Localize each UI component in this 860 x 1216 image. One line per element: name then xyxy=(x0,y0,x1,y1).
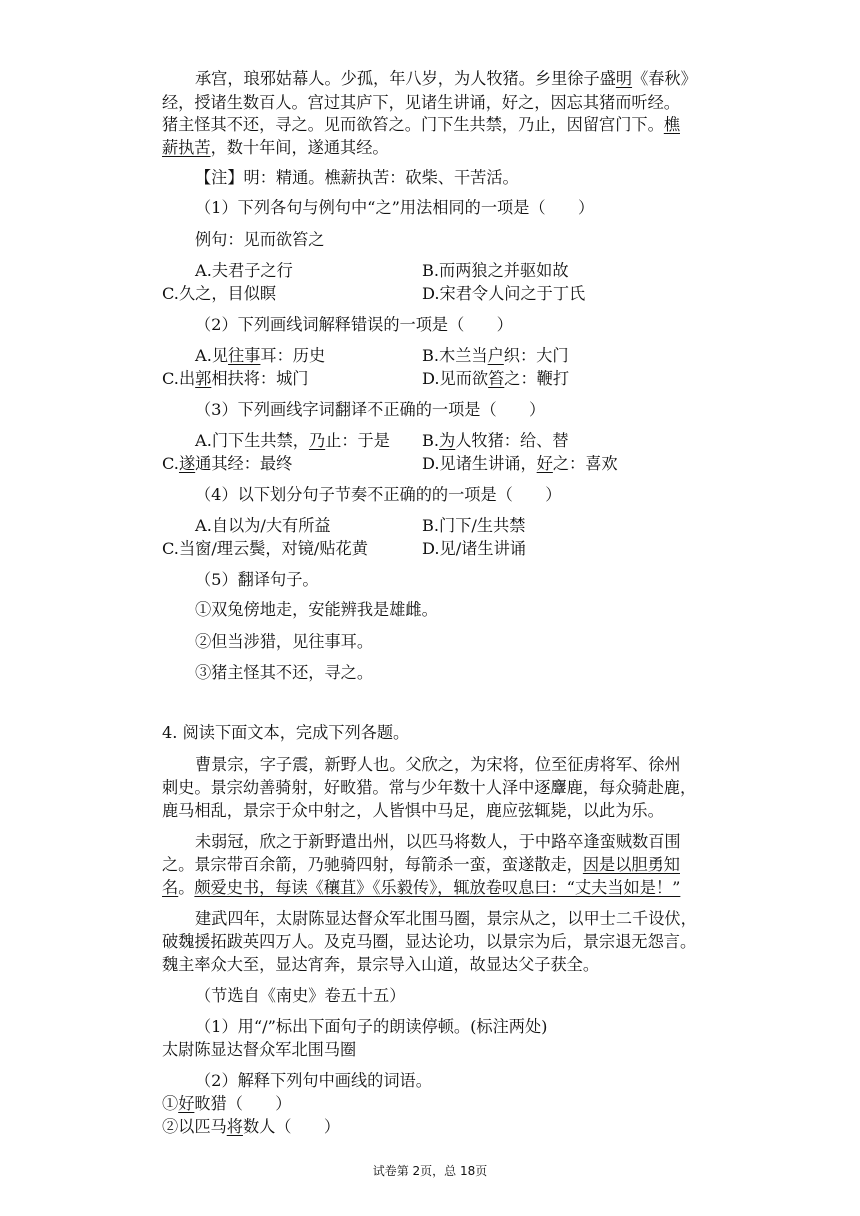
section-4-question-2: （2）解释下列句中画线的词语。 xyxy=(195,1071,432,1090)
question-1-stem: （1）下列各句与例句中“之”用法相同的一项是（ ） xyxy=(195,198,595,217)
option-c: C.出郭相扶将：城门 xyxy=(162,369,309,388)
passage-line: 薪执苦，数十年间，遂通其经。 xyxy=(162,138,389,157)
option-a: A.见往事耳：历史 xyxy=(195,346,326,365)
word-item-1: ①好畋猎（ ） xyxy=(162,1094,292,1113)
passage-line: 曹景宗，字子震，新野人也。父欣之，为宋将，位至征虏将军、徐州 xyxy=(195,755,681,774)
option-c: C.当窗/理云鬓，对镜/贴花黄 xyxy=(162,539,368,558)
passage-line: 未弱冠，欣之于新野遣出州，以匹马将数人，于中路卒逢蛮贼数百围 xyxy=(195,832,681,851)
question-3-stem: （3）下列画线字词翻译不正确的一项是（ ） xyxy=(195,400,546,419)
translate-sentence-2: ②但当涉猎，见往事耳。 xyxy=(195,632,374,651)
passage-line: 破魏援拓跋英四万人。及克马圈，显达论功，以景宗为后，景宗退无怨言。 xyxy=(162,932,697,951)
underlined-word: 薪执苦 xyxy=(162,138,211,157)
passage-line: 经，授诸生数百人。宫过其庐下，见诸生讲诵，好之，因忘其猪而听经。 xyxy=(162,93,680,112)
option-d: D.见而欲笞之：鞭打 xyxy=(422,369,570,388)
sentence-to-mark: 太尉陈显达督众军北围马圈 xyxy=(162,1040,357,1059)
passage-line: 名。颇爱史书，每读《穰苴》《乐毅传》，辄放卷叹息曰：“丈夫当如是！” xyxy=(162,878,681,897)
word-item-2: ②以匹马将数人（ ） xyxy=(162,1117,341,1136)
option-d: D.见/诸生讲诵 xyxy=(422,539,526,558)
passage-line: 刺史。景宗幼善骑射，好畋猎。常与少年数十人泽中逐麞鹿，每众骑赴鹿， xyxy=(162,778,697,797)
translate-sentence-1: ①双兔傍地走，安能辨我是雄雌。 xyxy=(195,600,438,619)
option-a: A.夫君子之行 xyxy=(195,261,293,280)
source-citation: （节选自《南史》卷五十五） xyxy=(195,986,406,1005)
passage-line: 承宫，琅邪姑幕人。少孤，年八岁，为人牧猪。乡里徐子盛明《春秋》 xyxy=(195,69,697,88)
option-d: D.宋君令人问之于丁氏 xyxy=(422,284,586,303)
question-5-stem: （5）翻译句子。 xyxy=(195,570,319,589)
underlined-sentence: 颇爱史书，每读《穰苴》《乐毅传》，辄放卷叹息曰：“丈夫当如是！” xyxy=(194,878,681,897)
option-d: D.见诸生讲诵，好之：喜欢 xyxy=(422,454,618,473)
option-a: A.自以为/大有所益 xyxy=(195,516,331,535)
question-4-stem: （4）以下划分句子节奏不正确的的一项是（ ） xyxy=(195,485,562,504)
option-a: A.门下生共禁，乃止：于是 xyxy=(195,431,390,450)
underlined-word: 明 xyxy=(615,69,633,88)
translate-sentence-3: ③猪主怪其不还，寻之。 xyxy=(195,663,374,682)
passage-line: 鹿马相乱，景宗于众中射之，人皆惧中马足，鹿应弦辄毙，以此为乐。 xyxy=(162,801,664,820)
passage-line: 建武四年，太尉陈显达督众军北围马圈，景宗从之，以甲士二千设伏， xyxy=(195,909,697,928)
underlined-word: 樵 xyxy=(663,115,680,134)
question-2-stem: （2）下列画线词解释错误的一项是（ ） xyxy=(195,315,513,334)
option-b: B.而两狼之并驱如故 xyxy=(422,261,569,280)
passage-line: 魏主率众大至，显达宵奔，景宗导入山道，故显达父子获全。 xyxy=(162,955,600,974)
passage-line: 之。景宗带百余箭，乃驰骑四射，每箭杀一蛮，蛮遂散走，因是以胆勇知 xyxy=(162,855,680,874)
passage-line: 猪主怪其不还，寻之。见而欲笞之。门下生共禁，乃止，因留宫门下。樵 xyxy=(162,115,680,134)
annotation-note: 【注】明：精通。樵薪执苦：砍柴、干苦活。 xyxy=(195,168,519,187)
section-4-title: 4. 阅读下面文本，完成下列各题。 xyxy=(162,723,410,742)
section-4-question-1: （1）用“/”标出下面句子的朗读停顿。(标注两处) xyxy=(195,1017,548,1036)
option-b: B.木兰当户织：大门 xyxy=(422,346,569,365)
option-c: C.久之，目似瞑 xyxy=(162,284,277,303)
option-b: B.门下/生共禁 xyxy=(422,516,526,535)
example-sentence: 例句：见而欲笞之 xyxy=(195,230,325,249)
page-footer: 试卷第 2页，总 18页 xyxy=(372,1164,488,1178)
option-b: B.为人牧猪：给、替 xyxy=(422,431,569,450)
option-c: C.遂通其经：最终 xyxy=(162,454,293,473)
underlined-sentence: 因是以胆勇知 xyxy=(582,855,680,874)
